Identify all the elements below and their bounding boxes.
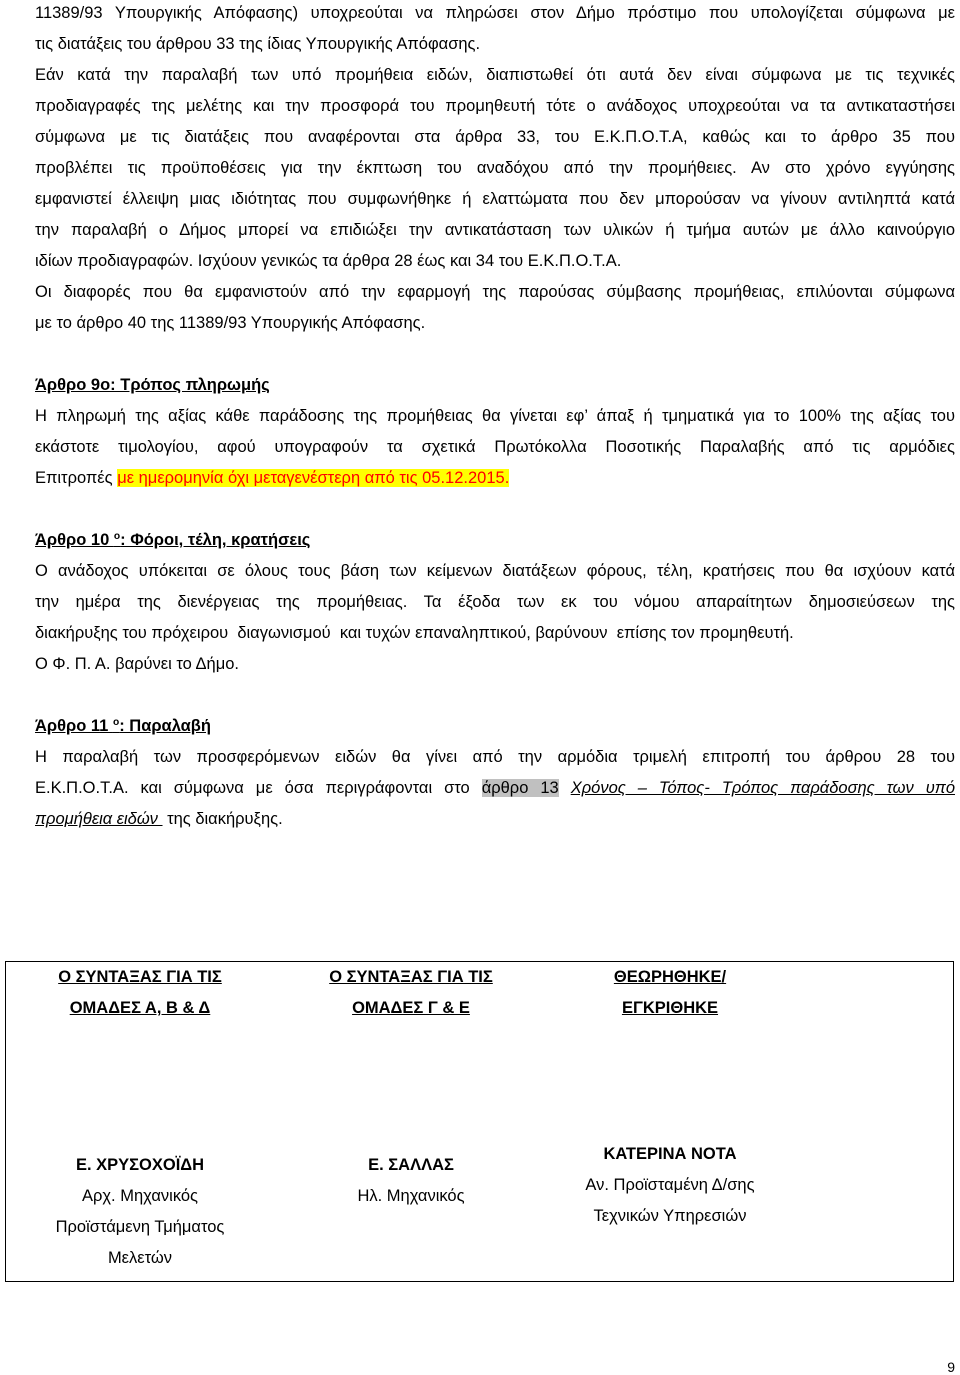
paragraph-line: εμφανιστεί έλλειψη μιας ιδιότητας που συμφωνήθηκε ή ελαττώματα που δεν μπορούσαν να γίνουν αντιληπτά κατά: [35, 190, 955, 208]
article-9-heading: Άρθρο 9ο: Τρόπος πληρωμής: [35, 376, 270, 394]
document-body: [35, 0, 955, 835]
paragraph-spacer: [35, 494, 955, 525]
signature-block: [545, 1139, 795, 1232]
paragraph-line: σύμφωνα με τις διατάξεις που αναφέρονται στα άρθρα 33, του Ε.Κ.Π.Ο.Τ.Α, καθώς και το άρθρο 35 που: [35, 128, 955, 146]
article-10-heading-title: : Φόροι, τέλη, κρατήσεις: [120, 531, 311, 549]
paragraph-line: Ο Φ. Π. Α. βαρύνει το Δήμο.: [35, 655, 239, 673]
signatory-title: Αν. Προϊσταμένη Δ/σης: [585, 1176, 755, 1194]
signature-column-header: [15, 962, 265, 1024]
article-11-heading-row: [35, 711, 955, 742]
paragraph-line: την παραλαβή ο Δήμος μπορεί να επιδιώξει την αντικατάσταση των υλικών ή τμήμα αυτών με άλλο καινούργιο: [35, 221, 955, 239]
article-9-heading-row: [35, 370, 955, 401]
paragraph-line: [35, 773, 955, 804]
payment-deadline-highlight: με ημερομηνία όχι μεταγενέστερη από τις 05.12.2015.: [117, 469, 510, 487]
signatory-title: Ηλ. Μηχανικός: [357, 1187, 465, 1205]
signature-header-line: ΕΓΚΡΙΘΗΚΕ: [621, 999, 719, 1017]
signatory-name: Ε. ΣΑΛΛΑΣ: [368, 1156, 454, 1174]
article-11-line-2-prefix: Ε.Κ.Π.Ο.Τ.Α. και σύμφωνα με όσα περιγράφονται στο: [35, 779, 482, 797]
paragraph-line: προδιαγραφές της μελέτης και την προσφορά του προμηθευτή τότε ο ανάδοχος υποχρεούται να τα αντικαταστήσει: [35, 97, 955, 115]
paragraph-line: Εάν κατά την παραλαβή των υπό προμήθεια ειδών, διαπιστωθεί ότι αυτά δεν είναι σύμφωνα με τις τεχνικές: [35, 66, 955, 84]
article-11-heading-title: : Παραλαβή: [119, 717, 211, 735]
article-10-heading-ordinal: ο: [113, 530, 121, 542]
signatory-title: Τεχνικών Υπηρεσιών: [593, 1207, 747, 1225]
signature-table: [5, 961, 954, 1282]
signature-header-line: Ο ΣΥΝΤΑΞΑΣ ΓΙΑ ΤΙΣ: [329, 968, 493, 986]
article-10-heading-row: [35, 525, 955, 556]
paragraph-line: με το άρθρο 40 της 11389/93 Υπουργικής Απόφασης.: [35, 314, 426, 332]
signatory-title: Αρχ. Μηχανικός: [82, 1187, 198, 1205]
article-9-last-line-prefix: Επιτροπές: [35, 469, 118, 487]
signature-header-line: Ο ΣΥΝΤΑΞΑΣ ΓΙΑ ΤΙΣ: [58, 968, 222, 986]
paragraph-line: [35, 463, 955, 494]
signatory-name: ΚΑΤΕΡΙΝΑ ΝΟΤΑ: [603, 1145, 737, 1163]
signatory-title: Προϊστάμενη Τμήματος: [55, 1218, 225, 1236]
paragraph-spacer: [35, 680, 955, 711]
paragraph-line: εκάστοτε τιμολογίου, αφού υπογραφούν τα σχετικά Πρωτόκολλα Ποσοτικής Παραλαβής από τις αρμόδιες: [35, 438, 955, 456]
paragraph-line: [35, 804, 955, 835]
article-11-line-3-suffix: της διακήρυξης.: [162, 810, 283, 828]
paragraph-line: 11389/93 Υπουργικής Απόφασης) υποχρεούται να πληρώσει στον Δήμο πρόστιμο που υπολογίζεται σύμφωνα με: [35, 4, 955, 22]
paragraph-line: την ημέρα της διενέργειας της προμήθειας. Τα έξοδα των εκ του νόμου απαραίτητων δημοσιεύσεων της: [35, 593, 955, 611]
signature-header-line: ΘΕΩΡΗΘΗΚΕ/: [613, 968, 727, 986]
article-11-heading-ordinal: ο: [112, 716, 120, 728]
signature-block: [286, 1150, 536, 1212]
article-11-heading-prefix: Άρθρο 11: [35, 717, 113, 735]
paragraph-spacer: [35, 339, 955, 370]
paragraph-line: Η πληρωμή της αξίας κάθε παράδοσης της προμήθειας θα γίνεται εφ’ άπαξ ή τμηματικά για το 100% της αξίας του: [35, 407, 955, 425]
signature-column-header: [545, 962, 795, 1024]
signature-header-line: ΟΜΑΔΕΣ Α, Β & Δ: [69, 999, 211, 1017]
paragraph-line: ιδίων προδιαγραφών. Ισχύουν γενικώς τα άρθρα 28 έως και 34 του Ε.Κ.Π.Ο.Τ.Α.: [35, 252, 622, 270]
paragraph-line: προβλέπει τις προϋποθέσεις για την έκπτωση του αναδόχου από την προμήθειες. Αν στο χρόνο εγγύησης: [35, 159, 955, 177]
article-ref-highlight: άρθρο 13: [481, 779, 559, 797]
signature-column-author-groups-a-b-d: [15, 962, 265, 1281]
signatory-title: Μελετών: [107, 1249, 173, 1267]
paragraph-line: Η παραλαβή των προσφερόμενων ειδών θα γίνει από την αρμόδια τριμελή επιτροπή του άρθρου 28 του: [35, 748, 955, 766]
paragraph-line: τις διατάξεις του άρθρου 33 της ίδιας Υπουργικής Απόφασης.: [35, 35, 481, 53]
page-number: 9: [947, 1359, 955, 1375]
paragraph-line: Ο ανάδοχος υπόκειται σε όλους τους βάση των κείμενων διατάξεων φόρους, τέλη, κρατήσεις που θα ισχύουν κατά: [35, 562, 955, 580]
signatory-name: Ε. ΧΡΥΣΟΧΟΪΔΗ: [75, 1156, 205, 1174]
signature-header-line: ΟΜΑΔΕΣ Γ & Ε: [352, 999, 470, 1017]
article-10-heading: [35, 531, 310, 549]
section-title-reference-continued: προμήθεια ειδών: [35, 810, 163, 828]
paragraph-line: Οι διαφορές που θα εμφανιστούν από την εφαρμογή της παρούσας σύμβασης προμήθειας, επιλύονται σύμφωνα: [35, 283, 955, 301]
signature-column-header: [286, 962, 536, 1024]
signature-column-author-groups-g-e: [286, 962, 536, 1281]
signature-column-approval: [545, 962, 795, 1281]
signature-block: [15, 1150, 265, 1274]
section-title-reference: Χρόνος – Τόπος- Τρόπος παράδοσης των υπό: [570, 779, 955, 797]
article-11-heading: [35, 717, 211, 735]
paragraph-line: διακήρυξης του πρόχειρου διαγωνισμού και τυχών επαναληπτικού, βαρύνουν επίσης τον προμηθευτή.: [35, 624, 794, 642]
article-10-heading-prefix: Άρθρο 10: [35, 531, 114, 549]
